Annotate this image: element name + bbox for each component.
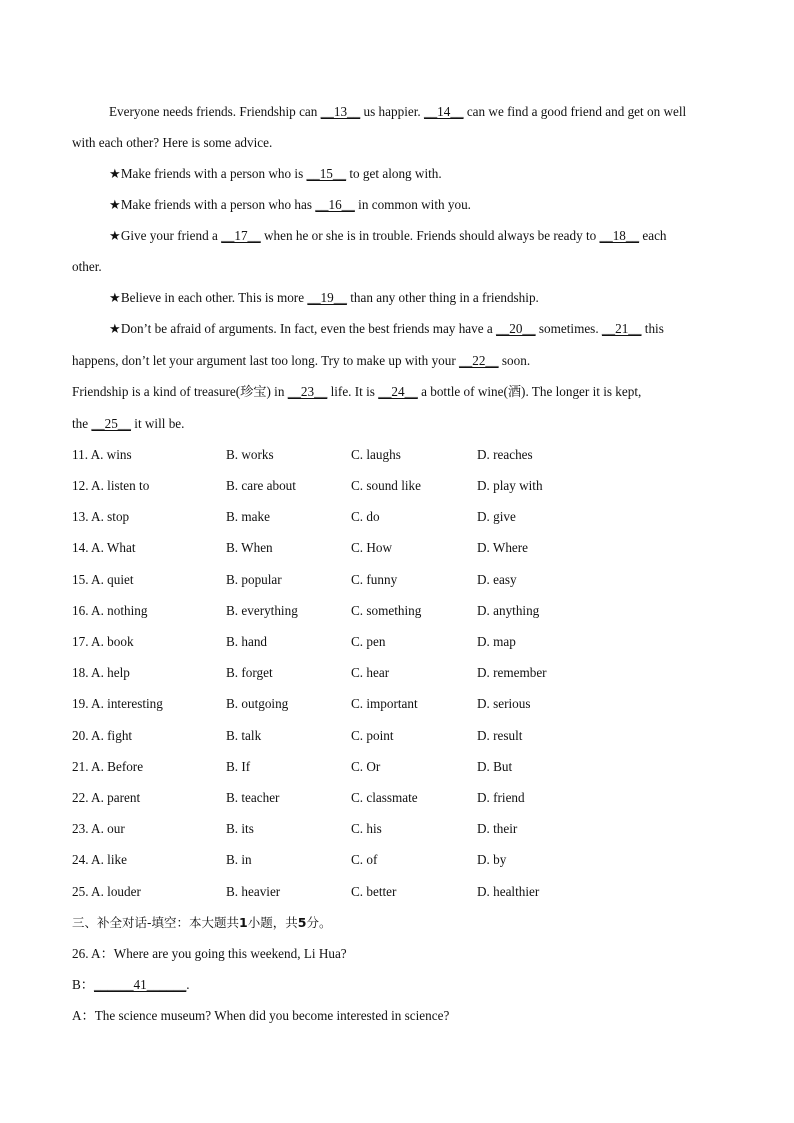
blank-21[interactable]: __21__: [601, 321, 642, 336]
option-a[interactable]: 20. A. fight: [72, 728, 133, 743]
option-c[interactable]: C. laughs: [351, 447, 401, 462]
advice-17-line-2: other.: [72, 259, 102, 274]
passage-line-1: Everyone needs friends. Friendship can __13__ us happier. __14__ can we find a good friend and get on well: [109, 104, 687, 119]
option-a[interactable]: 14. A. What: [72, 540, 136, 555]
option-a[interactable]: 21. A. Before: [72, 759, 144, 774]
option-a[interactable]: 17. A. book: [72, 634, 134, 649]
option-d[interactable]: D. give: [477, 509, 516, 524]
option-d[interactable]: D. friend: [477, 790, 525, 805]
option-c[interactable]: C. something: [351, 603, 422, 618]
blank-23[interactable]: __23__: [287, 384, 328, 399]
option-a[interactable]: 18. A. help: [72, 665, 130, 680]
blank-25[interactable]: __25__: [91, 416, 131, 431]
option-a[interactable]: 16. A. nothing: [72, 603, 148, 618]
option-d[interactable]: D. But: [477, 759, 513, 774]
option-c[interactable]: C. pen: [351, 634, 386, 649]
blank-24[interactable]: __24__: [378, 384, 418, 399]
blank-22[interactable]: __22__: [459, 353, 499, 368]
blank-16[interactable]: __16__: [315, 197, 355, 212]
option-a[interactable]: 13. A. stop: [72, 509, 130, 524]
option-d[interactable]: D. anything: [477, 603, 540, 618]
option-a[interactable]: 12. A. listen to: [72, 478, 150, 493]
option-d[interactable]: D. serious: [477, 696, 531, 711]
dialogue-b-line: B：______41______.: [72, 977, 190, 992]
option-c[interactable]: C. better: [351, 884, 397, 899]
advice-20-line-2: happens, don’t let your argument last too long. Try to make up with your __22__ soon.: [72, 353, 531, 368]
option-d[interactable]: D. easy: [477, 572, 517, 587]
option-c[interactable]: C. funny: [351, 572, 398, 587]
dialogue-a-line-2: A：The science museum? When did you become interested in science?: [72, 1008, 450, 1023]
option-b[interactable]: B. forget: [226, 665, 273, 680]
advice-17: ★Give your friend a __17__ when he or she is in trouble. Friends should always be ready to __18__ each: [109, 228, 667, 243]
option-b[interactable]: B. its: [226, 821, 254, 836]
option-b[interactable]: B. care about: [226, 478, 296, 493]
option-b[interactable]: B. When: [226, 540, 273, 555]
blank-17[interactable]: __17__: [221, 228, 261, 243]
blank-19[interactable]: __19__: [307, 290, 347, 305]
advice-20: ★Don’t be afraid of arguments. In fact, even the best friends may have a __20__ sometimes. __21__ this: [109, 321, 664, 336]
option-a[interactable]: 11. A. wins: [72, 447, 132, 462]
advice-16: ★Make friends with a person who has __16__ in common with you.: [109, 197, 471, 212]
option-b[interactable]: B. in: [226, 852, 252, 867]
option-a[interactable]: 24. A. like: [72, 852, 127, 867]
blank-20[interactable]: __20__: [496, 321, 536, 336]
option-d[interactable]: D. healthier: [477, 884, 540, 899]
option-d[interactable]: D. reaches: [477, 447, 533, 462]
option-c[interactable]: C. classmate: [351, 790, 418, 805]
option-b[interactable]: B. teacher: [226, 790, 280, 805]
option-b[interactable]: B. works: [226, 447, 274, 462]
option-a[interactable]: 25. A. louder: [72, 884, 141, 899]
option-d[interactable]: D. result: [477, 728, 523, 743]
option-b[interactable]: B. make: [226, 509, 270, 524]
option-a[interactable]: 23. A. our: [72, 821, 125, 836]
passage-closing-1: Friendship is a kind of treasure(珍宝) in __23__ life. It is __24__ a bottle of wine(酒). The longer it is kept,: [72, 384, 642, 399]
option-d[interactable]: D. Where: [477, 540, 529, 555]
option-d[interactable]: D. remember: [477, 665, 547, 680]
advice-15: ★Make friends with a person who is __15__ to get along with.: [109, 166, 442, 181]
blank-15[interactable]: __15__: [306, 166, 347, 181]
option-a[interactable]: 22. A. parent: [72, 790, 141, 805]
option-b[interactable]: B. hand: [226, 634, 268, 649]
option-d[interactable]: D. map: [477, 634, 516, 649]
dialogue-q26: 26. A：Where are you going this weekend, Li Hua?: [72, 946, 347, 961]
option-c[interactable]: C. important: [351, 696, 418, 711]
blank-14[interactable]: __14__: [423, 104, 464, 119]
option-c[interactable]: C. his: [351, 821, 382, 836]
option-b[interactable]: B. talk: [226, 728, 262, 743]
blank-18[interactable]: __18__: [599, 228, 640, 243]
option-d[interactable]: D. their: [477, 821, 518, 836]
blank-41[interactable]: ______41______: [93, 977, 187, 992]
option-b[interactable]: B. If: [226, 759, 251, 774]
option-c[interactable]: C. do: [351, 509, 380, 524]
option-c[interactable]: C. of: [351, 852, 378, 867]
option-b[interactable]: B. popular: [226, 572, 282, 587]
option-d[interactable]: D. play with: [477, 478, 543, 493]
option-d[interactable]: D. by: [477, 852, 507, 867]
blank-13[interactable]: __13__: [320, 104, 361, 119]
option-a[interactable]: 19. A. interesting: [72, 696, 163, 711]
passage-closing-2: the __25__ it will be.: [72, 416, 185, 431]
option-b[interactable]: B. outgoing: [226, 696, 289, 711]
option-c[interactable]: C. sound like: [351, 478, 421, 493]
advice-19: ★Believe in each other. This is more __19__ than any other thing in a friendship.: [109, 290, 539, 305]
option-a[interactable]: 15. A. quiet: [72, 572, 134, 587]
option-c[interactable]: C. How: [351, 540, 393, 555]
option-b[interactable]: B. heavier: [226, 884, 281, 899]
section-3-heading: 三、补全对话-填空：本大题共1小题，共5分。: [72, 915, 332, 930]
option-c[interactable]: C. point: [351, 728, 394, 743]
option-c[interactable]: C. hear: [351, 665, 390, 680]
option-c[interactable]: C. Or: [351, 759, 381, 774]
passage-line-2: with each other? Here is some advice.: [72, 135, 273, 150]
option-b[interactable]: B. everything: [226, 603, 298, 618]
